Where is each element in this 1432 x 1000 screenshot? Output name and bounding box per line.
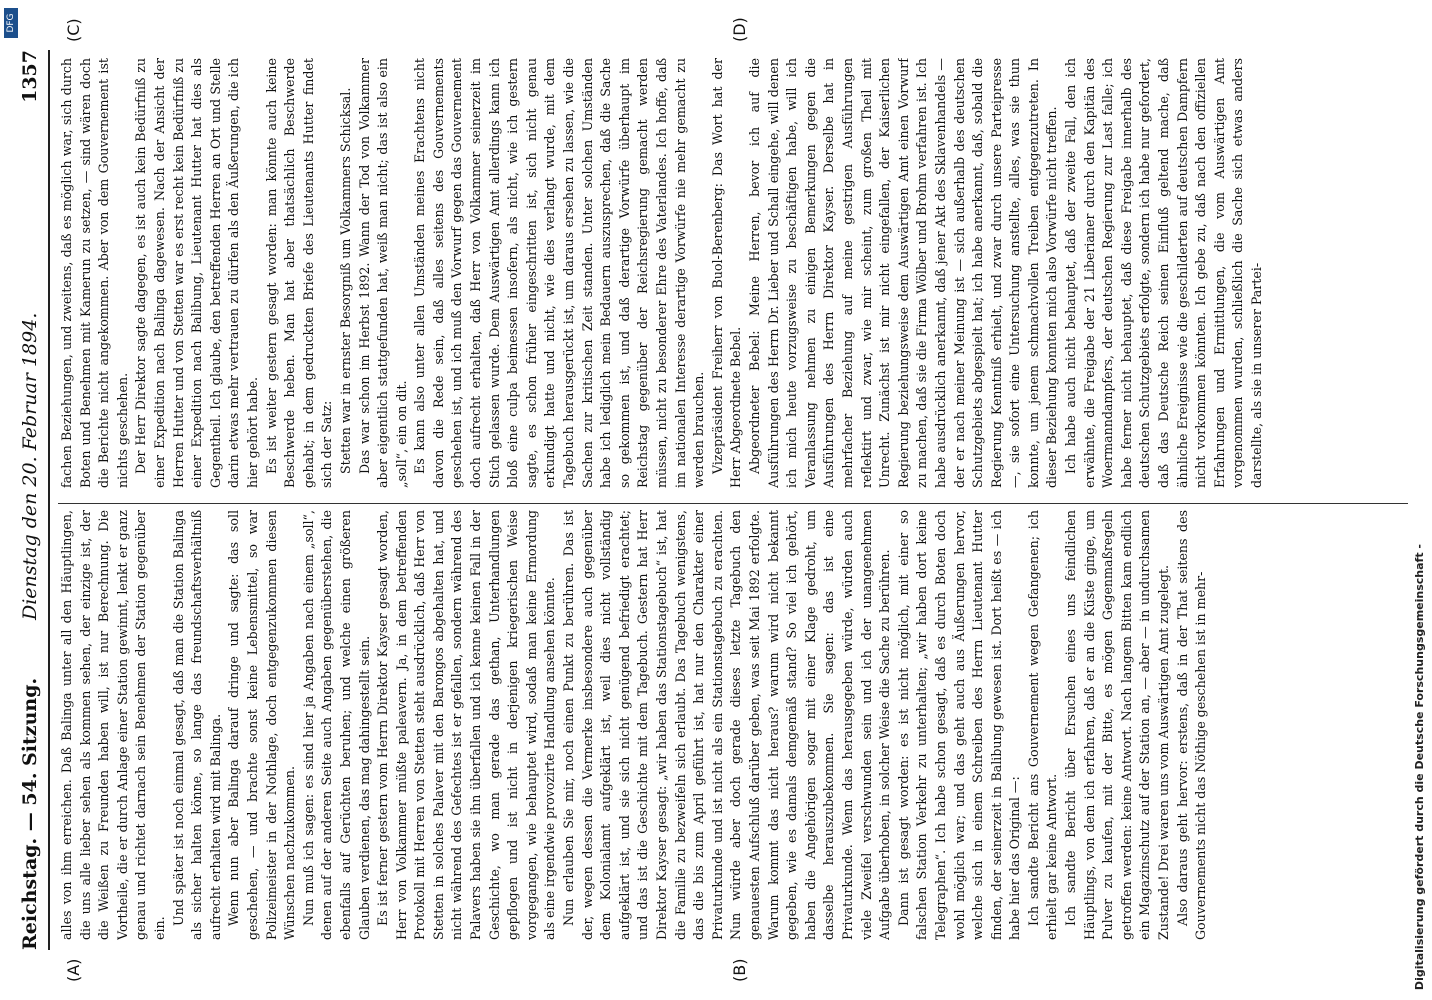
margin-marker-c: (C) xyxy=(64,18,83,42)
speech-paragraph: Ich habe auch nicht behauptet, daß der zweite Fall, den ich erwähnte, die Freigabe der 21 Liberianer durch den Kapitän des Woermanndampfers, der deutschen Regierung zur Last falle; ich habe ferner nicht behauptet, daß diese Freigabe innerhalb des deutschen Schutzgebiets erfolgte, sondern ich habe nur gefordert, daß das Deutsche Reich seinen Einfluß geltend mache, daß ähnliche Ereignisse wie die geschilderten auf deutschen Dampfern nicht vorkommen könnten. Ich gebe zu, daß nach den offiziellen Erfahrungen und Ermittlungen, die vom Auswärtigen Amt vorgenommen wurden, schließlich die Sache sich etwas anders darstellte, als sie in unserer Partei- xyxy=(1063,58,1264,488)
paragraph: Also daraus geht hervor: erstens, daß in der That seitens des Gouvernements nicht das Nöthige geschehen ist in mehr- xyxy=(1174,510,1209,940)
right-column xyxy=(58,58,1408,488)
quoted-paragraph: Ich sandte Bericht ans Gouvernement wegen Gefangenen; ich erhielt gar keine Antwort. xyxy=(1025,510,1060,940)
paragraph: Es ist weiter gestern gesagt worden: man könnte auch keine Beschwerde heben. Man hat aber thatsächlich Beschwerde gehabt; in dem gedruckten Briefe des Lieutenants Hutter findet sich der Satz: xyxy=(263,58,335,488)
paragraph: Es kann also unter allen Umständen meines Erachtens nicht davon die Rede sein, daß alles seitens des Gouvernements geschehen ist, und ich muß den Vorwurf gegen das Gouvernement doch aufrecht erhalten, daß Herr von Volkammer seinerzeit im Stich gelassen wurde. Dem Auswärtigen Amt allerdings kann ich bloß eine culpa beimessen insofern, als nicht, wie ich gestern sagte, es schon früher eingeschritten ist, sich nicht genau erkundigt hatte und nicht, wie dies verlangt wurde, mit dem Tagebuch herausgerückt ist, um daraus ersehen zu lassen, wie die Sachen zur kritischen Zeit standen. Unter solchen Umständen habe ich lediglich mein Bedauern auszusprechen, daß die Sache so gekommen ist, und daß derartige Vorwürfe überhaupt im Reichstag gegenüber der Reichsregierung gemacht werden müssen, nicht zu besonderer Ehre des Vaterlandes. Ich hoffe, daß im nationalen Interesse derartige Vorwürfe nie mehr gemacht zu werden brauchen. xyxy=(412,58,707,488)
margin-marker-d: (D) xyxy=(730,17,749,42)
paragraph: Und später ist noch einmal gesagt, daß man die Station Balinga als sicher halten könne, so lange das freundschaftsverhältniß aufrecht erhalten wird mit Balinga. xyxy=(170,510,223,940)
page-number: 1357 xyxy=(19,50,41,103)
dfg-logo: DFG xyxy=(4,8,18,38)
margin-marker-b: (B) xyxy=(730,958,749,982)
speech-paragraph: Abgeordneter Bebel: Meine Herren, bevor ich auf die Ausführungen des Herrn Dr. Lieber und Schall eingehe, will denen ich mich heute vorzugsweise zu beschäftigen habe, will ich Veranlassung nehmen zu einigen Bemerkungen gegen die Ausführungen des Herrn Direktor Kayser. Derselbe hat in mehrfacher Beziehung auf meine gestrigen Ausführungen reflektirt und zwar, wie mir scheint, zum großen Theil mit Unrecht. Zunächst ist mir nicht eingefallen, der Kaiserlichen Regierung beziehungsweise dem Auswärtigen Amt einen Vorwurf zu machen, daß sie die Firma Wölber und Brohm verfahren ist. Ich habe ausdrücklich anerkannt, daß jener Akt des Sklavenhandels — der er nach meiner Meinung ist — sich außerhalb des deutschen Schutzgebiets abgespielt hat; ich habe anerkannt, daß, sobald die Regierung Kenntniß erhielt, und zwar durch unsere Parteipresse —, sie sofort eine Untersuchung anstellte, alles, was sie thun konnte, um jenem schmachvollen Treiben entgegenzutreten. In dieser Beziehung konnten mich also Vorwürfe nicht treffen. xyxy=(746,58,1060,488)
paragraph: Es ist ferner gestern vom Herrn Direktor Kayser gesagt worden, Herr von Volkammer müßte paleavern. Ja, in dem betreffenden Protokoll mit Herren von Stetten steht ausdrücklich, daß Herr von Stetten in solches Palaver mit den Barongos abgehalten hat, und nicht während des Gefechtes ist er gefallen, sondern während des Palavers haben sie ihn überfallen und ich kenne keinen Fall in der Geschichte, wo man gerade das gethan, Unterhandlungen gepflogen und ist nicht in derjenigen kriegerischen Weise vorgegangen, wie behauptet wird, sodaß man keine Ermordung als eine irgendwie provozirte Handlung ansehen könnte. xyxy=(375,510,558,940)
quoted-paragraph: Stetten war in ernster Besorgniß um Volkammers Schicksal. xyxy=(337,87,353,474)
header-rule xyxy=(48,50,50,950)
paragraph: Der Herr Direktor sagte dagegen, es ist auch kein Bedürfniß zu einer Expedition nach Balinga dagewesen. Nach der Ansicht der Herren Hutter und von Stetten war es erst recht kein Bedürfniß zu einer Expedition nach Balibung, Lieutenant Hutter hat dies als Gegentheil. Ich glaube, den betreffenden Herren an Ort und Stelle darin etwas mehr vertrauen zu dürfen als den Äußerungen, die ich hier gehört habe. xyxy=(133,58,260,488)
running-head-left: Reichstag. — 54. Sitzung. xyxy=(19,677,41,950)
running-head-date: Dienstag den 20. Februar 1894. xyxy=(19,312,41,620)
column-divider xyxy=(58,503,1408,504)
funding-note: Digitalisierung gefördert durch die Deutsche Forschungsgemeinschaft - xyxy=(1413,543,1426,990)
paragraph: Nun muß ich sagen: es sind hier ja Angaben nach einem „soll“, denen auf der anderen Seite auch Angaben gegenüberstehen, die ebenfalls auf Gerüchten beruhen; und welche einen größeren Glauben verdienen, das mag dahingestellt sein. xyxy=(300,510,372,940)
paragraph: fachen Beziehungen, und zweitens, daß es möglich war, sich durch Boten und Benehmen mit Kamerun zu setzen, — sind wären doch die Berichte nicht angekommen. Aber von dem Gouvernement ist nichts geschehen. xyxy=(59,58,130,488)
paragraph: Wenn nun aber Balinga darauf dringe und sagte: das soll geschehen, — und brachte sonst keine Lebensmittel, so war Polizeimeister in der Nothlage, doch entgegenzukommen diesen Wünschen nachzukommen. xyxy=(226,510,298,940)
running-head xyxy=(16,50,44,950)
paragraph: Nun erlauben Sie mir, noch einen Punkt zu berühren. Das ist der, wegen dessen die Vermerke insbesondere auch gegenüber dem Kolonialamt aufgeklärt ist, weil dies nicht vollständig aufgeklärt ist, und sie sich nicht genügend befriedigt erachtet; und das ist die Geschichte mit dem Tagebuch. Gestern hat Herr Direktor Kayser gesagt: „wir haben das Stationstagebuch“ ist, hat die Familie zu bezweifeln sich erlaubt. Das Tagebuch wenigstens, das die bis zum April geführt ist, hat nur den Charakter einer Privaturkunde und ist nicht als ein Stationstagebuch zu erachten. Nun würde aber doch gerade dieses letzte Tagebuch den genauesten Aufschluß darüber geben, was seit Mai 1892 erfolgte. Warum kommt das nicht heraus? warum wird nicht bekannt gegeben, wie es damals demgemäß stand? So viel ich gehört, haben die Angehörigen sogar mit einer Klage gedroht, um dasselbe herauszubekommen. Sie sagen: das ist eine Privaturkunde. Wenn das herausgegeben würde, würden auch viele Zweifel verschwunden sein und ich der unangenehmen Aufgabe überhoben, in solcher Weise die Sache zu berühren. xyxy=(561,510,893,940)
paragraph: alles von ihm erreichen. Daß Balinga unter all den Häuptlingen, die uns alle lieber sehen als kommen sehen, der einzige ist, der die Weißen zu Freunden haben will, ist nur Berechnung. Die Vortheile, die er durch Anlage einer Station gewinnt, lenkt er ganz genau und richtet darnach sein Benehmen der Station gegenüber ein. xyxy=(59,510,167,940)
quoted-paragraph: Ich sandte Bericht über Ersuchen eines uns feindlichen Häuptlings, von dem ich erfahren, daß er an die Küste ginge, um Pulver zu kaufen, mit der Bitte, es mögen Gegenmaßregeln getroffen werden: keine Antwort. Nach langem Bitten kam endlich ein Magazinschutz auf der Station an, — aber — in undurchsamen Zustande! Drei waren uns vom Auswärtigen Amt zugelegt. xyxy=(1063,510,1172,940)
paragraph: Das war schon im Herbst 1892. Wann der Tod von Volkammer aber eigentlich stattgefunden hat, weiß man nicht; das ist also ein „soll“, ein on dit. xyxy=(356,58,409,488)
speaker-announcement: Vizepräsident Freiherr von Buol-Berenberg: Das Wort hat der Herr Abgeordnete Bebel. xyxy=(709,58,744,488)
left-column xyxy=(58,510,1408,940)
margin-marker-a: (A) xyxy=(64,958,83,982)
paragraph: Dann ist gesagt worden: es ist nicht möglich, mit einer so falschen Station Verkehr zu unterhalten; „wir haben dort keine Telegraphen“. Ich habe schon gesagt, daß es durch Boten doch wohl möglich war; und das geht auch aus Äußerungen hervor, welche sich in einem Schreiben des Herrn Lieutenant Hutter finden, der seinerzeit in Balibung gewesen ist. Dort heißt es — ich habe hier das Original —: xyxy=(895,510,1023,940)
